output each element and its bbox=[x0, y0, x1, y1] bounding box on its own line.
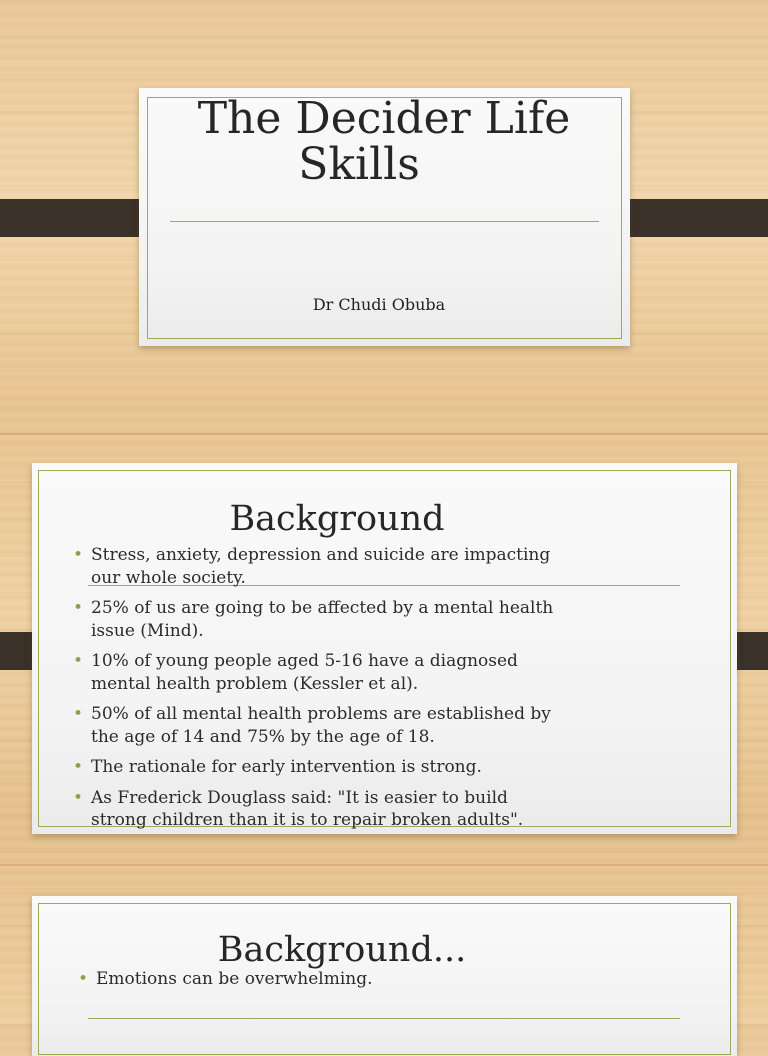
slide-title bbox=[159, 93, 609, 190]
bullet-line: the age of 14 and 75% by the age of 18. bbox=[91, 726, 435, 747]
bullet-item bbox=[73, 544, 633, 589]
bullet-icon: • bbox=[73, 545, 84, 565]
bullet-item bbox=[73, 597, 633, 642]
title-line: Skills bbox=[298, 139, 420, 190]
bullet-line: mental health problem (Kessler et al). bbox=[91, 673, 419, 694]
bullet-line: 10% of young people aged 5-16 have a diagnosed bbox=[91, 651, 518, 671]
bullet-line: 25% of us are going to be affected by a mental health bbox=[91, 598, 554, 618]
bullet-line: Emotions can be overwhelming. bbox=[96, 969, 373, 989]
plank-seam bbox=[0, 864, 768, 866]
bullet-icon: • bbox=[73, 598, 84, 618]
title-underline bbox=[170, 221, 599, 222]
bullet-item bbox=[78, 968, 638, 991]
bullet-line: strong children than it is to repair broken adults". bbox=[91, 810, 524, 830]
bullet-line: The rationale for early intervention is strong. bbox=[91, 757, 482, 777]
slide-subtitle: Dr Chudi Obuba bbox=[312, 295, 446, 314]
slide-1[interactable] bbox=[139, 88, 630, 346]
slide-3[interactable] bbox=[32, 896, 737, 1056]
slide-title: Background bbox=[229, 499, 445, 539]
bullet-item bbox=[73, 650, 633, 695]
title-line: The Decider Life bbox=[197, 93, 571, 144]
bullet-item bbox=[73, 787, 633, 832]
plank-seam bbox=[0, 433, 768, 435]
slide-title: Background... bbox=[217, 930, 467, 970]
slide-strap-right bbox=[612, 199, 768, 237]
bullet-list bbox=[78, 968, 638, 999]
slide-strap-left bbox=[0, 199, 156, 237]
bullet-item bbox=[73, 756, 633, 779]
bullet-icon: • bbox=[73, 757, 84, 777]
bullet-icon: • bbox=[78, 969, 89, 989]
bullet-line: 50% of all mental health problems are established by bbox=[91, 704, 551, 724]
bullet-line: As Frederick Douglass said: "It is easier to build bbox=[91, 787, 508, 808]
title-underline bbox=[88, 1018, 680, 1019]
bullet-line: issue (Mind). bbox=[91, 620, 204, 641]
bullet-icon: • bbox=[73, 787, 84, 808]
bullet-line: our whole society. bbox=[91, 567, 246, 588]
bullet-icon: • bbox=[73, 704, 84, 724]
slide-2[interactable] bbox=[32, 463, 737, 834]
bullet-line: Stress, anxiety, depression and suicide are impacting bbox=[91, 545, 551, 565]
bullet-item bbox=[73, 703, 633, 748]
bullet-icon: • bbox=[73, 651, 84, 671]
bullet-list bbox=[73, 544, 633, 840]
